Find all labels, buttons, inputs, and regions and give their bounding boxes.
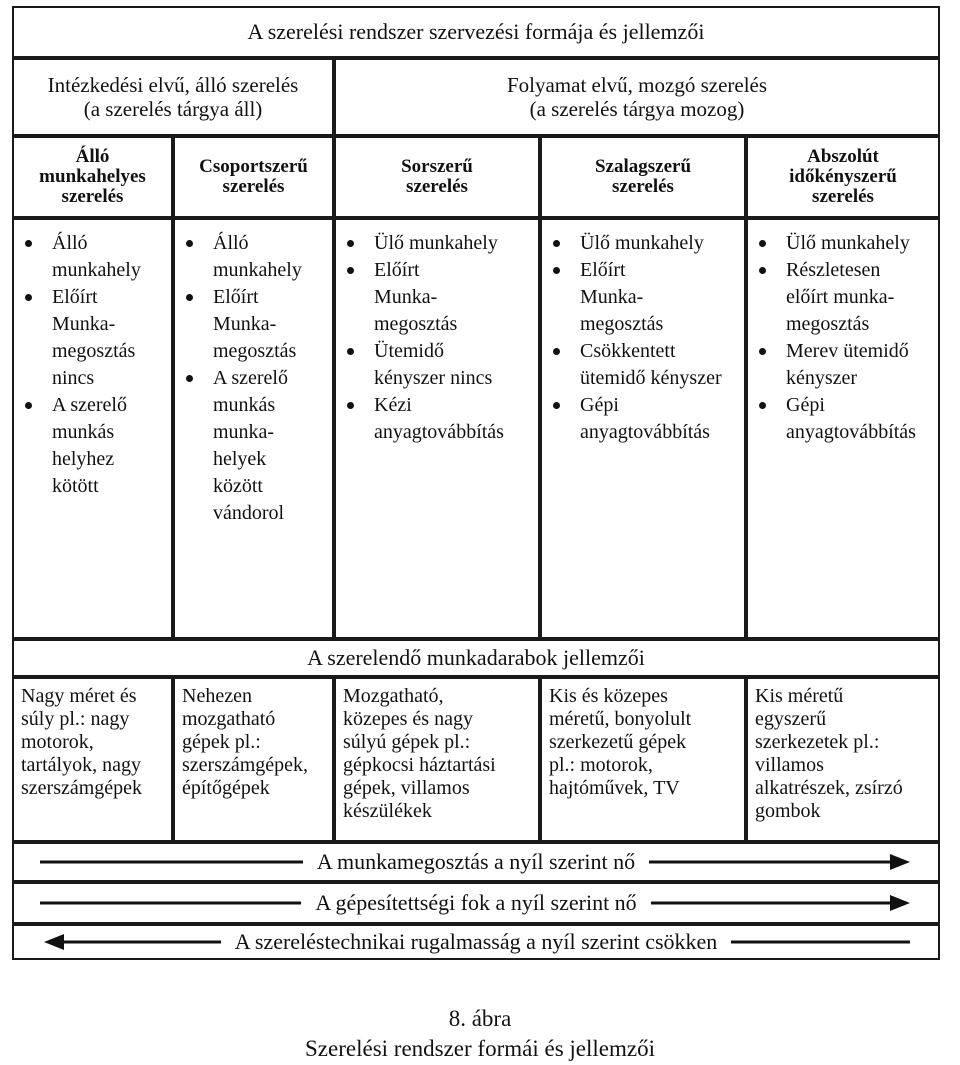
text-line: kényszer: [786, 367, 858, 389]
text-line: megosztás: [374, 313, 458, 335]
bullet-item: [181, 365, 328, 527]
heading-line: szerelés: [61, 186, 124, 207]
text-line: Előírt: [52, 286, 98, 308]
bullet-item: [548, 338, 740, 392]
bullet-item: [342, 257, 534, 338]
column-heading: [12, 136, 173, 218]
column-body: [746, 218, 940, 639]
text-line: súlyú gépek pl.:: [343, 731, 471, 753]
text-line: hajtóművek, TV: [549, 777, 680, 799]
heading-line: szerelés: [812, 186, 874, 207]
bullet-item: [20, 284, 167, 392]
heading-line: munkahelyes: [39, 166, 146, 187]
text-line: Kézi: [374, 394, 412, 416]
piece-cell: [173, 677, 334, 842]
arrow-label: A szereléstechnikai rugalmasság a nyíl szerint csökken: [221, 929, 732, 955]
text-line: villamos: [755, 754, 824, 776]
group-header-line: Folyamat elvű, mozgó szerelés: [506, 73, 768, 97]
column-body: [173, 218, 334, 639]
heading-line: szerelés: [222, 176, 285, 197]
text-line: Ülő munkahely: [374, 232, 498, 254]
group-header-line: (a szerelés tárgya áll): [83, 97, 263, 121]
column-heading: [746, 136, 940, 218]
text-line: Álló: [52, 232, 88, 254]
text-line: gépek pl.:: [182, 731, 261, 753]
text-line: szerkezetek pl.:: [755, 731, 880, 753]
group-header-line: (a szerelés tárgya mozog): [529, 97, 745, 121]
text-line: Részletesen: [786, 259, 881, 281]
text-line: Munka-: [580, 286, 644, 308]
text-line: tartályok, nagy: [21, 754, 141, 776]
text-line: súly pl.: nagy: [21, 708, 130, 730]
bullet-item: [181, 284, 328, 365]
group-header-moving: [334, 58, 940, 136]
arrow-label: A gépesítettségi fok a nyíl szerint nő: [301, 890, 650, 916]
text-line: helyek: [213, 448, 267, 470]
arrow-row-mechanisation: [12, 882, 940, 924]
text-line: alkatrészek, zsírzó: [755, 777, 903, 799]
column-body: [540, 218, 746, 639]
text-line: között: [213, 475, 263, 497]
text-line: munkahely: [213, 259, 302, 281]
text-line: A szerelő: [52, 394, 127, 416]
text-line: Előírt: [374, 259, 420, 281]
text-line: kötött: [52, 475, 99, 497]
text-line: készülékek: [343, 800, 432, 822]
text-line: motorok,: [21, 731, 94, 753]
arrow-row-division-of-labour: [12, 842, 940, 882]
text-line: Gépi: [580, 394, 619, 416]
bullet-item: [20, 230, 167, 284]
text-line: szerszámgépek: [21, 777, 143, 799]
bullet-item: [548, 230, 740, 257]
bullet-item: [342, 392, 534, 446]
text-line: munkás: [52, 421, 115, 443]
figure-number: 8. ábra: [448, 1006, 512, 1031]
text-line: gépkocsi háztartási: [343, 754, 496, 776]
arrow-label: A munkamegosztás a nyíl szerint nő: [303, 849, 649, 875]
text-line: megosztás: [52, 340, 136, 362]
text-line: nincs: [52, 367, 95, 389]
bullet-item: [548, 257, 740, 338]
heading-line: Csoportszerű: [199, 156, 308, 177]
text-line: Munka-: [52, 313, 116, 335]
text-line: szerkezetű gépek: [549, 731, 687, 753]
text-line: munkás: [213, 394, 276, 416]
text-line: munkahely: [52, 259, 141, 281]
text-line: Ütemidő: [374, 340, 444, 362]
column-heading: [540, 136, 746, 218]
piece-cell: [12, 677, 173, 842]
heading-line: Szalagszerű: [594, 156, 692, 177]
text-line: előírt munka-: [786, 286, 895, 308]
text-line: Gépi: [786, 394, 825, 416]
text-line: mozgatható: [182, 708, 276, 730]
bullet-item: [181, 230, 328, 284]
heading-line: Sorszerű: [401, 156, 473, 177]
text-line: Álló: [213, 232, 249, 254]
bullet-item: [754, 338, 936, 392]
bullet-item: [20, 392, 167, 500]
text-line: egyszerű: [755, 708, 827, 730]
text-line: megosztás: [580, 313, 664, 335]
bullet-item: [754, 257, 936, 338]
text-line: Nagy méret és: [21, 685, 137, 707]
text-line: Előírt: [213, 286, 259, 308]
text-line: szerszámgépek,: [182, 754, 309, 776]
text-line: megosztás: [213, 340, 297, 362]
column-body: [12, 218, 173, 639]
text-line: anyagtovábbítás: [786, 421, 916, 443]
text-line: Csökkentett: [580, 340, 676, 362]
text-line: pl.: motorok,: [549, 754, 653, 776]
text-line: Előírt: [580, 259, 626, 281]
column-heading: [173, 136, 334, 218]
heading-line: szerelés: [612, 176, 674, 197]
pieces-title-text: A szerelendő munkadarabok jellemzői: [307, 645, 645, 670]
text-line: Kis és közepes: [549, 685, 668, 707]
bullet-item: [342, 230, 534, 257]
text-line: anyagtovábbítás: [374, 421, 504, 443]
text-line: Munka-: [213, 313, 277, 335]
text-line: méretű, bonyolult: [549, 708, 692, 730]
column-body: [334, 218, 540, 639]
text-line: vándorol: [213, 502, 285, 524]
text-line: gombok: [755, 800, 821, 822]
bullet-item: [754, 392, 936, 446]
bullet-item: [754, 230, 936, 257]
text-line: közepes és nagy: [343, 708, 473, 730]
column-heading: [334, 136, 540, 218]
piece-cell: [334, 677, 540, 842]
text-line: A szerelő: [213, 367, 288, 389]
text-line: kényszer nincs: [374, 367, 493, 389]
figure-caption: Szerelési rendszer formái és jellemzői: [305, 1036, 655, 1061]
heading-line: Abszolút: [807, 146, 879, 167]
heading-line: Álló: [75, 146, 110, 167]
bullet-item: [548, 392, 740, 446]
text-line: Ülő munkahely: [786, 232, 910, 254]
heading-line: időkényszerű: [789, 166, 897, 187]
diagram-title-text: A szerelési rendszer szervezési formája és jellemzői: [247, 19, 705, 44]
group-header-line: Intézkedési elvű, álló szerelés: [47, 73, 299, 97]
heading-line: szerelés: [406, 176, 468, 197]
piece-cell: [746, 677, 940, 842]
text-line: gépek, villamos: [343, 777, 470, 799]
text-line: építőgépek: [182, 777, 270, 799]
text-line: Kis méretű: [755, 685, 844, 707]
text-line: Nehezen: [182, 685, 252, 707]
text-line: munka-: [213, 421, 275, 443]
text-line: Merev ütemidő: [786, 340, 909, 362]
text-line: anyagtovábbítás: [580, 421, 710, 443]
piece-cell: [540, 677, 746, 842]
text-line: Munka-: [374, 286, 438, 308]
bullet-item: [342, 338, 534, 392]
text-line: Mozgatható,: [343, 685, 444, 707]
group-header-stationary: [12, 58, 334, 136]
arrow-row-flexibility: [12, 924, 940, 960]
diagram-title: [12, 6, 940, 58]
text-line: ütemidő kényszer: [580, 367, 722, 389]
pieces-title: [12, 639, 940, 677]
text-line: megosztás: [786, 313, 870, 335]
text-line: Ülő munkahely: [580, 232, 704, 254]
text-line: helyhez: [52, 448, 115, 470]
